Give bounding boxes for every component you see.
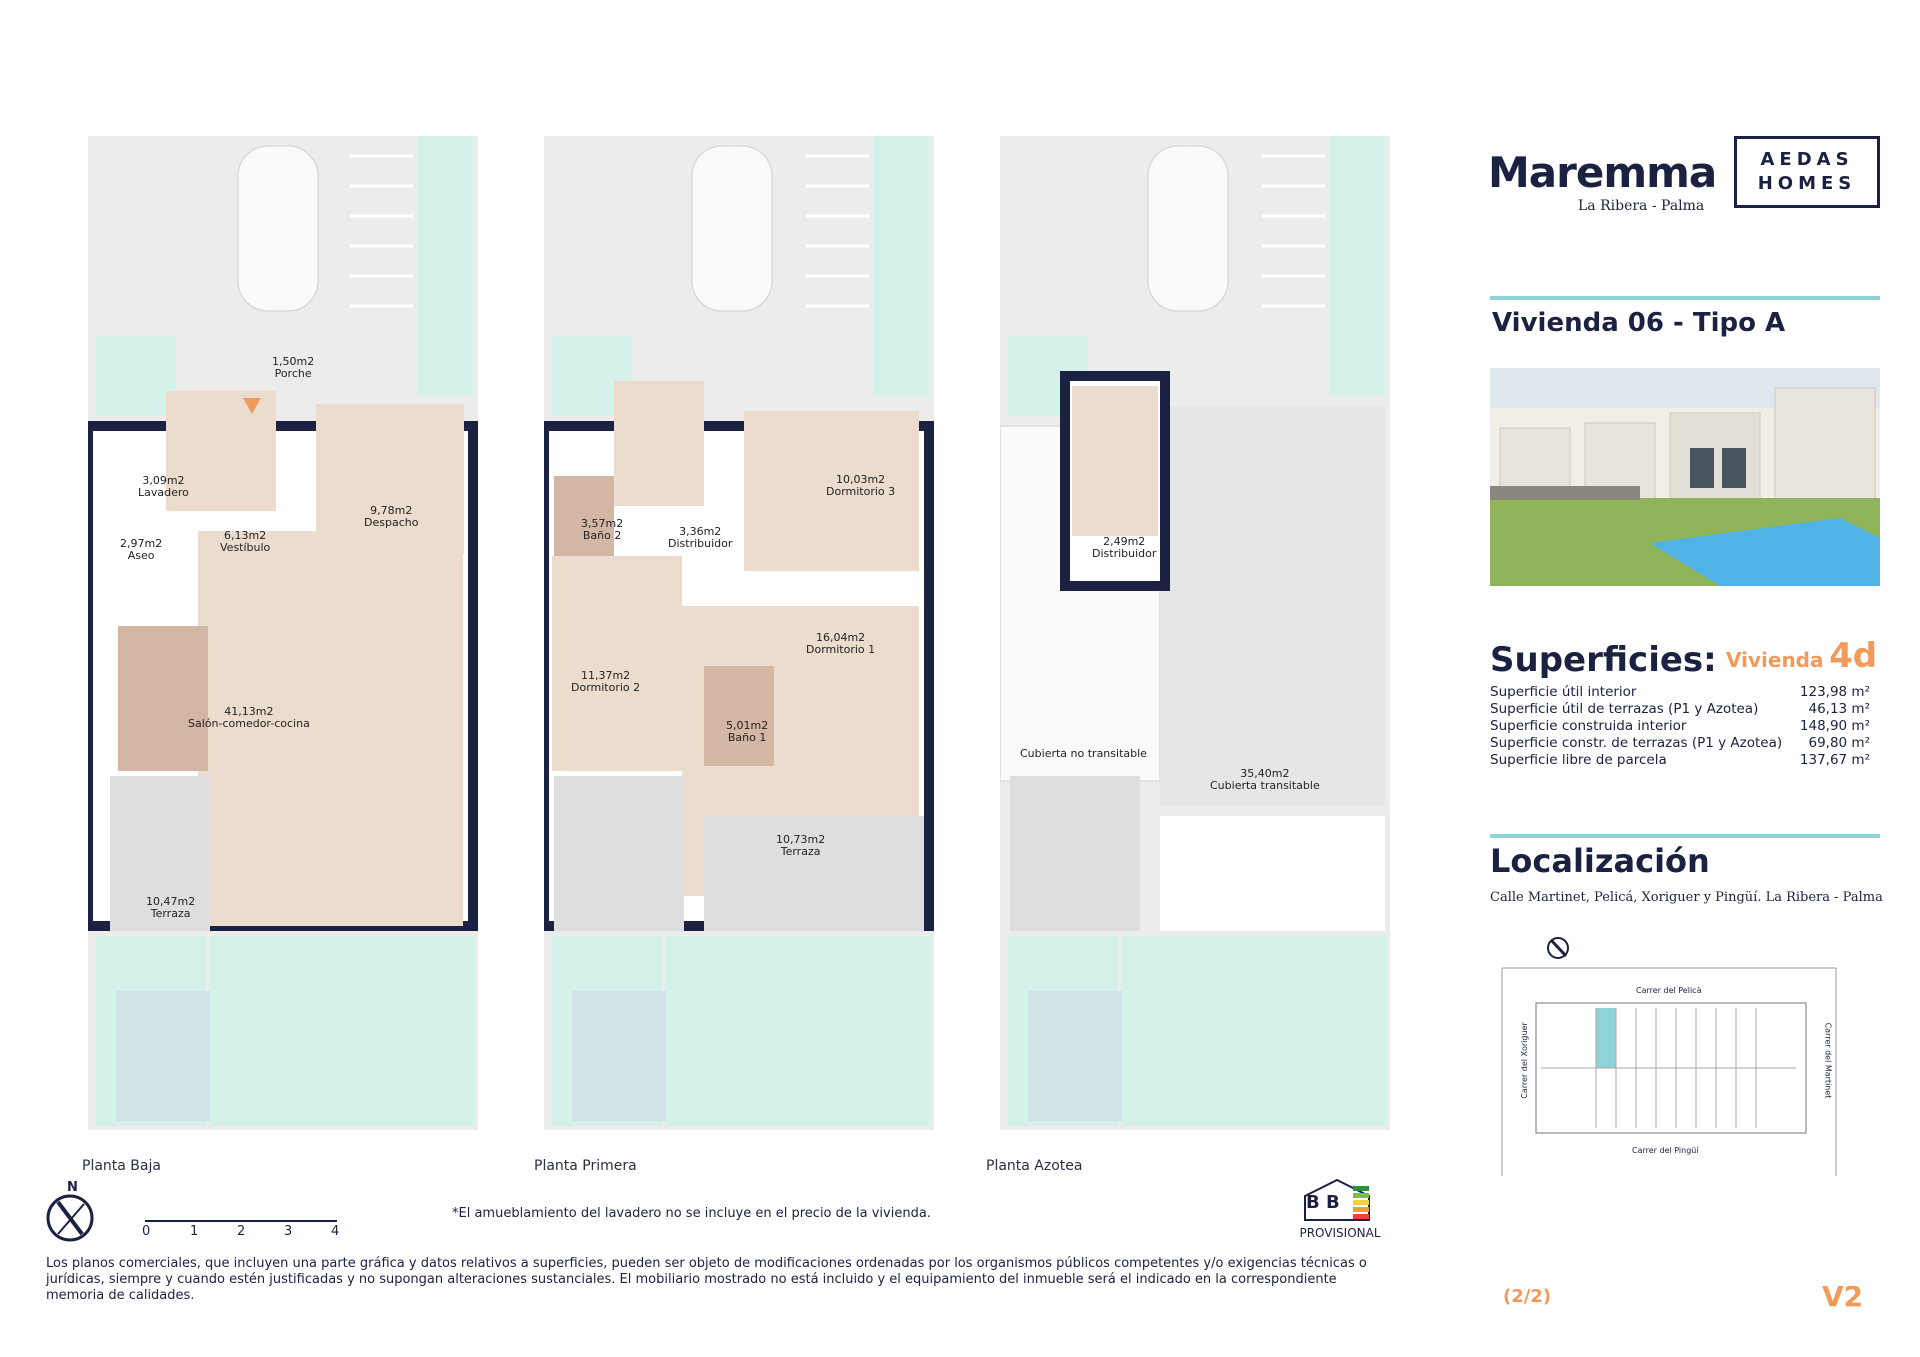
scale-tick: 3 bbox=[284, 1224, 293, 1239]
room-label: 3,09m2 Lavadero bbox=[138, 474, 189, 499]
scale-tick: 2 bbox=[237, 1224, 246, 1239]
surface-row: Superficie útil de terrazas (P1 y Azotea) 46,13 m² bbox=[1490, 701, 1870, 717]
surface-row: Superficie construida interior 148,90 m² bbox=[1490, 718, 1870, 734]
divider bbox=[1490, 834, 1880, 838]
room-label: Cubierta no transitable bbox=[1020, 747, 1147, 760]
room-label: 35,40m2 Cubierta transitable bbox=[1210, 767, 1320, 792]
street-label-top: Carrer del Pelicà bbox=[1636, 986, 1702, 995]
room-label: 41,13m2 Salón-comedor-cocina bbox=[188, 705, 310, 730]
floor-plan-first bbox=[544, 136, 934, 1130]
exterior-render bbox=[1490, 368, 1880, 586]
unit-badge-code: 4d bbox=[1829, 636, 1878, 676]
room-label: 9,78m2 Despacho bbox=[364, 504, 419, 529]
partner-logo-line2: HOMES bbox=[1757, 173, 1857, 194]
street-label-bottom: Carrer del Pingüí bbox=[1632, 1146, 1699, 1155]
room-label: 1,50m2 Porche bbox=[272, 355, 315, 380]
legal-disclaimer: Los planos comerciales, que incluyen una parte gráfica y datos relativos a superficies, pueden ser objeto de modificaciones ordenadas por los organismos públicos competentes y/o exigencias técnicas o jurídicas, siempre y cuando estén justificadas y no supongan alteraciones sustanciales. El mobiliario mostrado no está incluido y el equipamiento del inmueble será el indicado en la correspondiente memoria de calidades. bbox=[46, 1256, 1367, 1303]
brand-name: Maremma bbox=[1488, 148, 1717, 197]
room-label: 10,47m2 Terraza bbox=[146, 895, 196, 920]
divider bbox=[1490, 296, 1880, 300]
render-image bbox=[1490, 368, 1880, 586]
scale-tick: 1 bbox=[190, 1224, 199, 1239]
scale-tick: 0 bbox=[142, 1224, 151, 1239]
energy-ratings: B B bbox=[1306, 1192, 1340, 1213]
room-label: 5,01m2 Baño 1 bbox=[726, 719, 769, 744]
room-label: 16,04m2 Dormitorio 1 bbox=[806, 631, 876, 656]
room-label: 10,73m2 Terraza bbox=[776, 833, 826, 858]
street-label-left: Carrer del Xoriguer bbox=[1519, 1022, 1529, 1099]
unit-badge bbox=[1726, 636, 1877, 676]
partner-logo bbox=[1734, 136, 1880, 208]
surfaces-title: Superficies: bbox=[1490, 640, 1717, 680]
surfaces-table bbox=[1490, 684, 1870, 769]
room-label: 2,49m2 Distribuidor bbox=[1092, 535, 1157, 560]
version-label: V2 bbox=[1822, 1280, 1864, 1313]
page-number: (2/2) bbox=[1503, 1286, 1552, 1307]
floor-plan-ground bbox=[88, 136, 478, 1130]
street-label-right: Carrer del Martinet bbox=[1823, 1022, 1833, 1099]
energy-status: PROVISIONAL bbox=[1299, 1226, 1381, 1240]
room-label: 6,13m2 Vestíbulo bbox=[220, 529, 271, 554]
floor-plan-roof-drawing bbox=[1000, 136, 1390, 1130]
unit-title: Vivienda 06 - Tipo A bbox=[1492, 308, 1786, 338]
north-letter: N bbox=[67, 1180, 78, 1195]
scale-bar bbox=[145, 1220, 337, 1222]
room-label: 10,03m2 Dormitorio 3 bbox=[826, 473, 896, 498]
floor-plan-first-drawing bbox=[544, 136, 934, 1130]
room-label: 11,37m2 Dormitorio 2 bbox=[571, 669, 641, 694]
furniture-note: *El amueblamiento del lavadero no se incluye en el precio de la vivienda. bbox=[452, 1206, 931, 1221]
energy-label bbox=[1298, 1176, 1382, 1240]
brand-location: La Ribera - Palma bbox=[1578, 198, 1705, 214]
partner-logo-line1: AEDAS bbox=[1760, 149, 1854, 170]
surface-row: Superficie libre de parcela 137,67 m² bbox=[1490, 752, 1870, 768]
plan-label-ground: Planta Baja bbox=[82, 1158, 161, 1174]
location-title: Localización bbox=[1490, 842, 1710, 880]
plan-label-first: Planta Primera bbox=[534, 1158, 637, 1174]
unit-badge-text: Vivienda bbox=[1726, 648, 1824, 672]
plan-label-roof: Planta Azotea bbox=[986, 1158, 1083, 1174]
room-label: 2,97m2 Aseo bbox=[120, 537, 163, 562]
floor-plan-ground-drawing bbox=[88, 136, 478, 1130]
surface-row: Superficie útil interior 123,98 m² bbox=[1490, 684, 1870, 700]
floor-plan-roof bbox=[1000, 136, 1390, 1130]
scale-tick: 4 bbox=[331, 1224, 340, 1239]
room-label: 3,36m2 Distribuidor bbox=[668, 525, 733, 550]
room-label: 3,57m2 Baño 2 bbox=[581, 517, 624, 542]
surface-row: Superficie constr. de terrazas (P1 y Azotea) 69,80 m² bbox=[1490, 735, 1870, 751]
location-address: Calle Martinet, Pelicá, Xoriguer y Pingüí. La Ribera - Palma bbox=[1490, 890, 1883, 905]
